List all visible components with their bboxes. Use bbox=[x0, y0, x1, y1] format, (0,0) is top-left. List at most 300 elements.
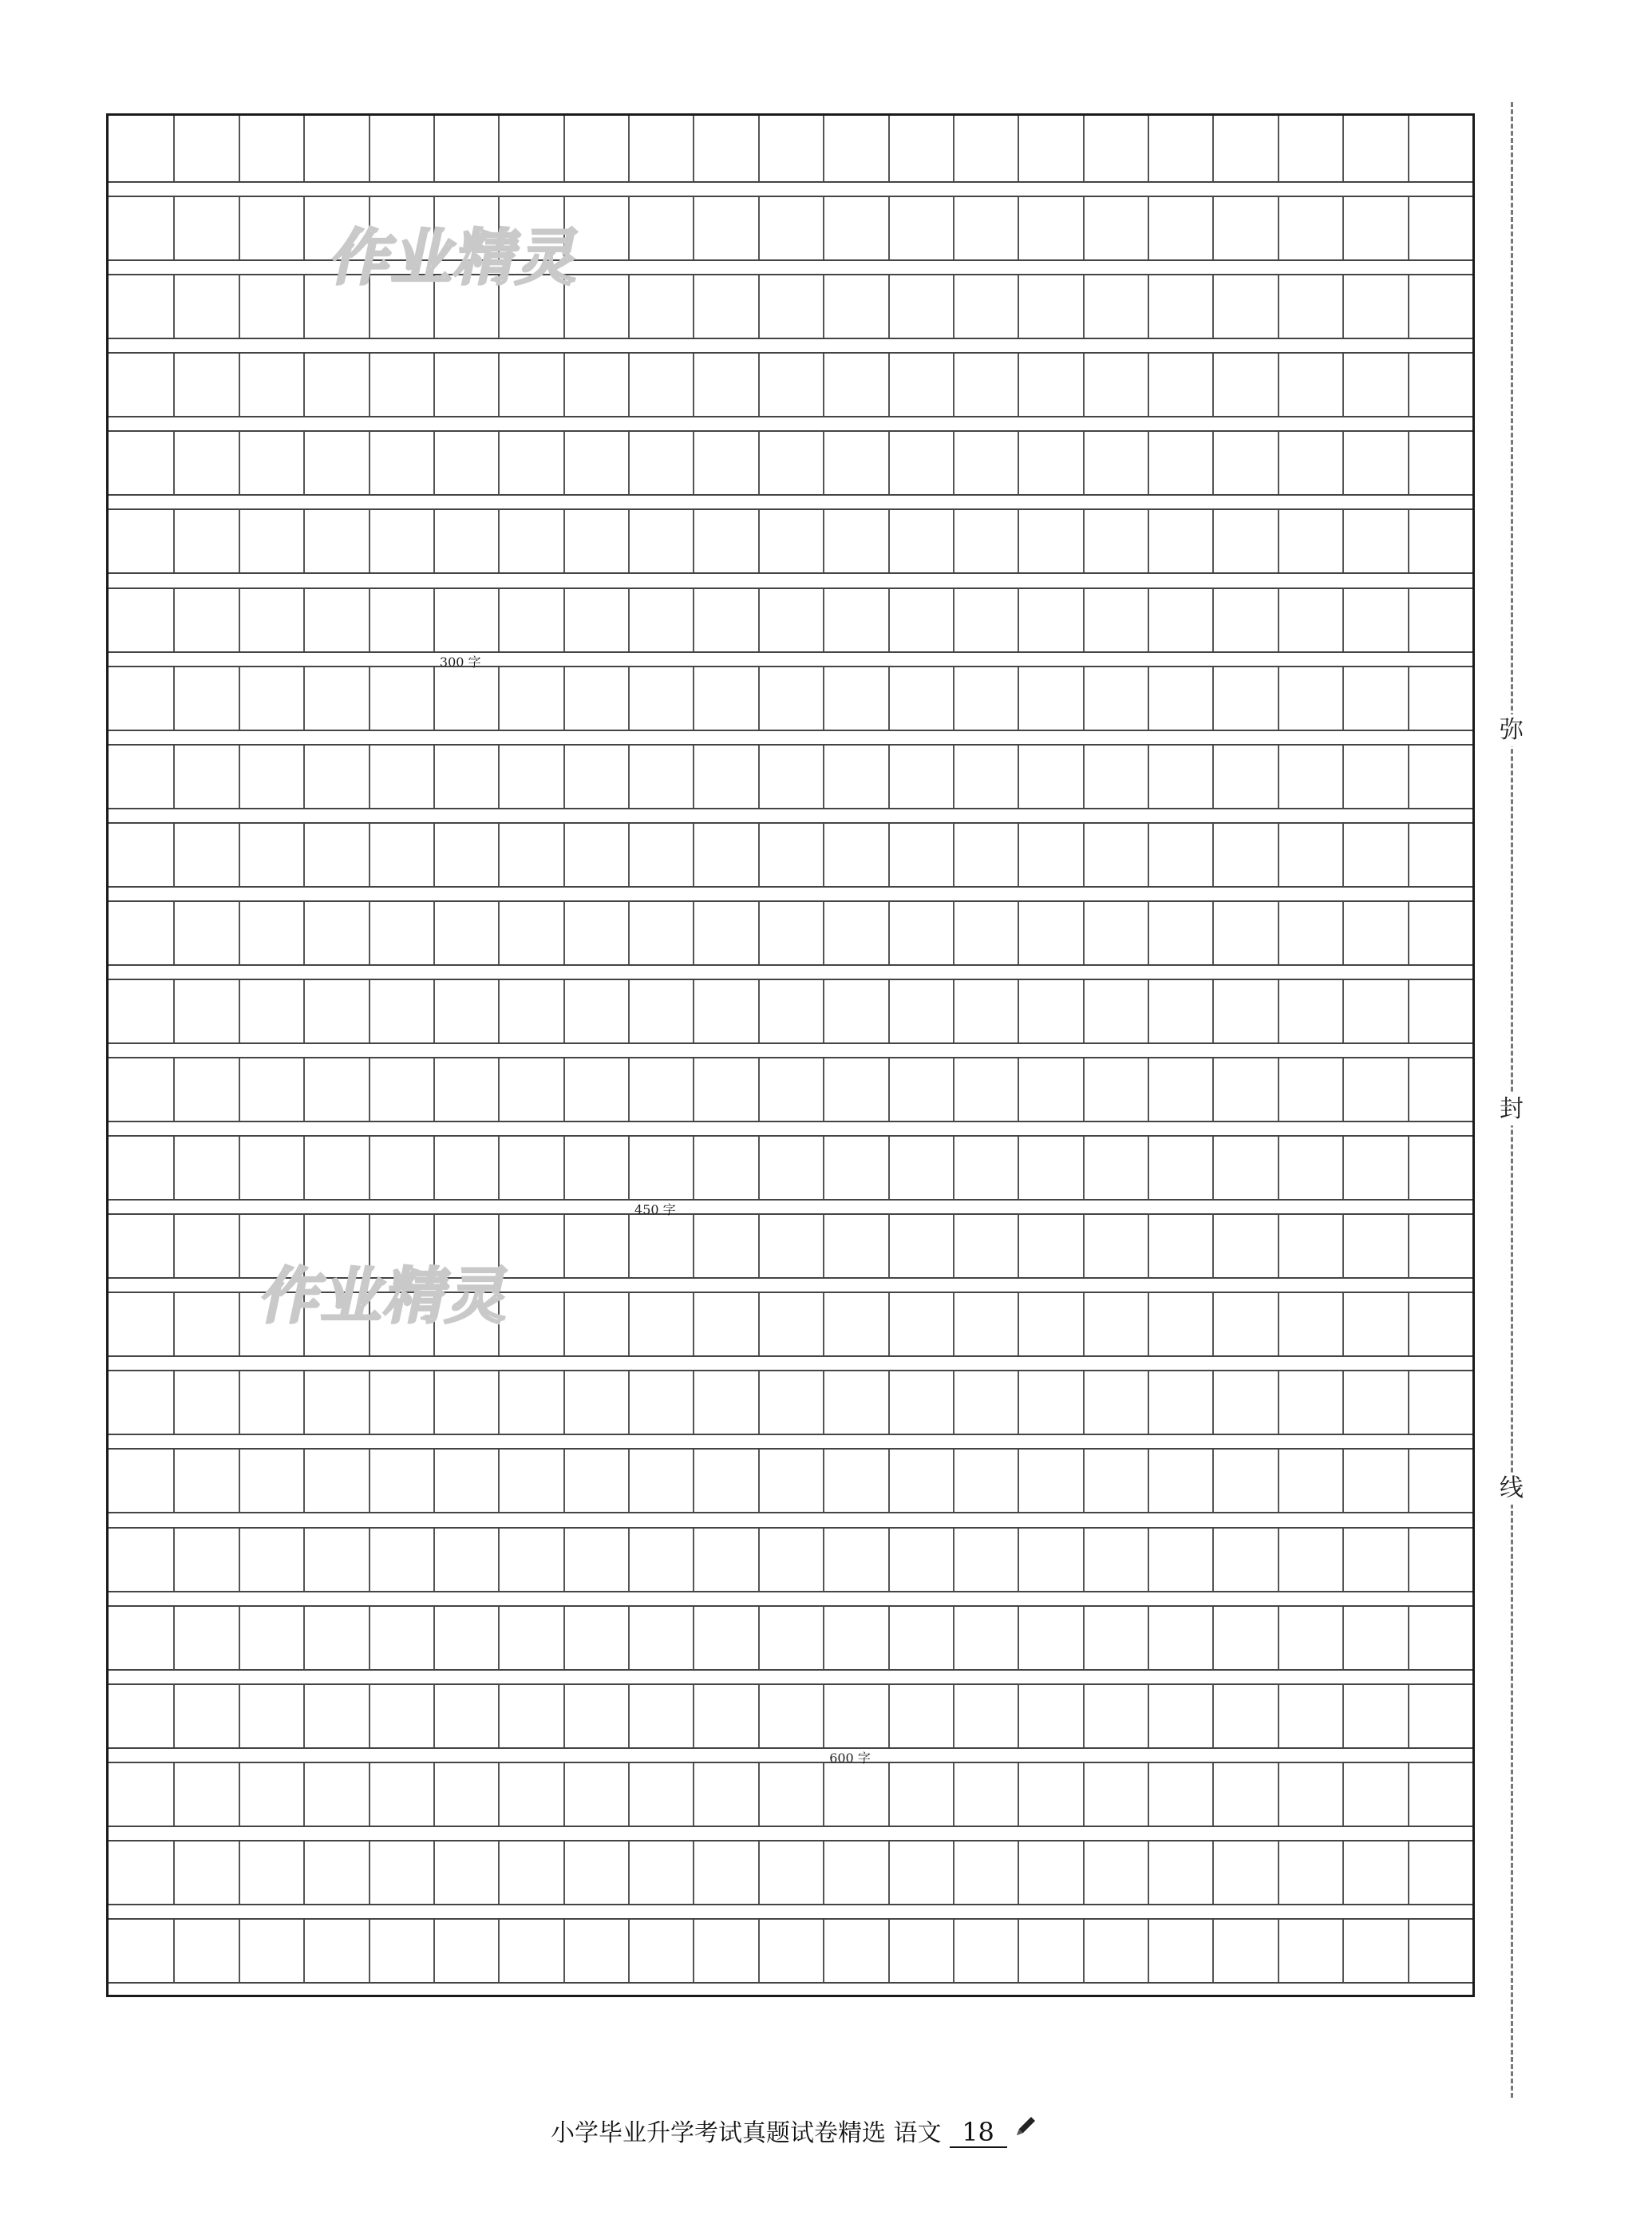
grid-cell-line bbox=[1278, 1215, 1279, 1277]
grid-cell-line bbox=[1018, 1607, 1019, 1669]
grid-cell-line bbox=[953, 1293, 954, 1355]
grid-row bbox=[109, 508, 1472, 574]
grid-cell-line bbox=[1212, 589, 1214, 651]
grid-cell-line bbox=[758, 1293, 760, 1355]
grid-cell-line bbox=[1083, 116, 1085, 181]
grid-cell-line bbox=[1212, 1450, 1214, 1512]
page-footer bbox=[551, 2103, 1039, 2148]
grid-cell-line bbox=[1018, 1293, 1019, 1355]
grid-cell-line bbox=[628, 1841, 630, 1904]
grid-cell-line bbox=[498, 1607, 500, 1669]
grid-cell-line bbox=[628, 1293, 630, 1355]
grid-cell-line bbox=[239, 197, 240, 259]
grid-cell-line bbox=[888, 1685, 890, 1747]
grid-cell-line bbox=[1278, 746, 1279, 808]
grid-cell-line bbox=[758, 1685, 760, 1747]
watermark-top: 作业精灵 bbox=[325, 222, 590, 293]
grid-cell-line bbox=[1278, 1607, 1279, 1669]
grid-cell-line bbox=[628, 1920, 630, 1982]
grid-cell-line bbox=[888, 824, 890, 886]
grid-cell-line bbox=[1018, 980, 1019, 1042]
grid-cell-line bbox=[1148, 1215, 1149, 1277]
grid-cell-line bbox=[239, 1215, 240, 1277]
grid-cell-line bbox=[1408, 667, 1409, 730]
grid-cell-line bbox=[1148, 510, 1149, 572]
grid-cell-line bbox=[303, 746, 305, 808]
grid-cell-line bbox=[239, 589, 240, 651]
grid-cell-line bbox=[239, 1607, 240, 1669]
grid-cell-line bbox=[239, 824, 240, 886]
grid-cell-line bbox=[173, 667, 175, 730]
grid-cell-line bbox=[1148, 1763, 1149, 1826]
grid-cell-line bbox=[369, 980, 370, 1042]
grid-cell-line bbox=[498, 902, 500, 964]
grid-cell-line bbox=[1278, 1529, 1279, 1591]
grid-cell-line bbox=[563, 746, 565, 808]
grid-cell-line bbox=[693, 1215, 694, 1277]
grid-cell-line bbox=[693, 354, 694, 416]
grid-cell-line bbox=[693, 1763, 694, 1826]
grid-cell-line bbox=[628, 824, 630, 886]
grid-cell-line bbox=[628, 116, 630, 181]
grid-cell-line bbox=[758, 1371, 760, 1434]
grid-cell-line bbox=[239, 1371, 240, 1434]
grid-cell-line bbox=[1018, 116, 1019, 181]
grid-cell-line bbox=[1278, 980, 1279, 1042]
grid-cell-line bbox=[628, 1607, 630, 1669]
grid-cell-line bbox=[239, 510, 240, 572]
grid-cell-line bbox=[888, 1137, 890, 1199]
grid-cell-line bbox=[239, 432, 240, 494]
grid-cell-line bbox=[823, 980, 824, 1042]
grid-cell-line bbox=[823, 197, 824, 259]
grid-cell-line bbox=[1018, 1920, 1019, 1982]
grid-cell-line bbox=[1018, 1841, 1019, 1904]
grid-cell-line bbox=[953, 746, 954, 808]
grid-cell-line bbox=[1278, 1450, 1279, 1512]
grid-cell-line bbox=[1408, 746, 1409, 808]
grid-cell-line bbox=[758, 1841, 760, 1904]
grid-cell-line bbox=[628, 1529, 630, 1591]
grid-cell-line bbox=[239, 980, 240, 1042]
grid-cell-line bbox=[1342, 1137, 1344, 1199]
grid-cell-line bbox=[1083, 667, 1085, 730]
grid-cell-line bbox=[953, 902, 954, 964]
grid-cell-line bbox=[693, 980, 694, 1042]
grid-cell-line bbox=[1212, 432, 1214, 494]
grid-cell-line bbox=[433, 746, 435, 808]
grid-cell-line bbox=[303, 1450, 305, 1512]
grid-cell-line bbox=[498, 980, 500, 1042]
grid-cell-line bbox=[1018, 1529, 1019, 1591]
grid-cell-line bbox=[1018, 197, 1019, 259]
grid-row bbox=[109, 744, 1472, 809]
grid-cell-line bbox=[303, 275, 305, 338]
grid-cell-line bbox=[1342, 1685, 1344, 1747]
word-count-marker: 600 字 bbox=[829, 1750, 871, 1766]
grid-cell-line bbox=[823, 1137, 824, 1199]
grid-cell-line bbox=[693, 1058, 694, 1121]
grid-cell-line bbox=[1212, 1058, 1214, 1121]
grid-cell-line bbox=[1408, 824, 1409, 886]
grid-row bbox=[109, 196, 1472, 261]
grid-cell-line bbox=[369, 510, 370, 572]
grid-cell-line bbox=[823, 1920, 824, 1982]
grid-cell-line bbox=[823, 1529, 824, 1591]
grid-cell-line bbox=[758, 275, 760, 338]
grid-cell-line bbox=[1148, 1841, 1149, 1904]
grid-cell-line bbox=[628, 902, 630, 964]
grid-cell-line bbox=[888, 116, 890, 181]
grid-cell-line bbox=[1018, 589, 1019, 651]
grid-row bbox=[109, 1605, 1472, 1671]
grid-cell-line bbox=[433, 432, 435, 494]
grid-cell-line bbox=[888, 980, 890, 1042]
grid-cell-line bbox=[1083, 275, 1085, 338]
grid-row bbox=[109, 430, 1472, 496]
grid-cell-line bbox=[1212, 1293, 1214, 1355]
grid-cell-line bbox=[498, 432, 500, 494]
grid-cell-line bbox=[239, 1920, 240, 1982]
grid-row bbox=[109, 900, 1472, 966]
grid-cell-line bbox=[173, 980, 175, 1042]
grid-cell-line bbox=[369, 667, 370, 730]
grid-cell-line bbox=[239, 746, 240, 808]
grid-row bbox=[109, 587, 1472, 653]
grid-cell-line bbox=[693, 1450, 694, 1512]
grid-cell-line bbox=[823, 1450, 824, 1512]
grid-cell-line bbox=[823, 589, 824, 651]
grid-cell-line bbox=[1018, 354, 1019, 416]
grid-cell-line bbox=[303, 1763, 305, 1826]
grid-row bbox=[109, 1762, 1472, 1827]
grid-cell-line bbox=[1083, 1920, 1085, 1982]
grid-cell-line bbox=[1148, 1450, 1149, 1512]
grid-cell-line bbox=[628, 510, 630, 572]
grid-cell-line bbox=[239, 667, 240, 730]
grid-cell-line bbox=[563, 354, 565, 416]
grid-cell-line bbox=[239, 1450, 240, 1512]
grid-cell-line bbox=[1212, 902, 1214, 964]
grid-cell-line bbox=[498, 1763, 500, 1826]
grid-cell-line bbox=[888, 1529, 890, 1591]
grid-cell-line bbox=[563, 1920, 565, 1982]
grid-cell-line bbox=[433, 510, 435, 572]
grid-cell-line bbox=[1342, 667, 1344, 730]
grid-cell-line bbox=[433, 1763, 435, 1826]
grid-cell-line bbox=[888, 354, 890, 416]
grid-cell-line bbox=[498, 1058, 500, 1121]
grid-cell-line bbox=[1148, 275, 1149, 338]
grid-cell-line bbox=[1408, 980, 1409, 1042]
grid-cell-line bbox=[1408, 1529, 1409, 1591]
grid-cell-line bbox=[1018, 1058, 1019, 1121]
grid-cell-line bbox=[693, 824, 694, 886]
grid-cell-line bbox=[498, 824, 500, 886]
grid-cell-line bbox=[1342, 1371, 1344, 1434]
grid-cell-line bbox=[1083, 1763, 1085, 1826]
grid-cell-line bbox=[953, 354, 954, 416]
grid-cell-line bbox=[1083, 1529, 1085, 1591]
grid-cell-line bbox=[369, 1371, 370, 1434]
grid-cell-line bbox=[1342, 1607, 1344, 1669]
grid-cell-line bbox=[173, 1371, 175, 1434]
grid-cell-line bbox=[1148, 1371, 1149, 1434]
grid-cell-line bbox=[173, 197, 175, 259]
grid-cell-line bbox=[1212, 197, 1214, 259]
grid-cell-line bbox=[303, 510, 305, 572]
grid-cell-line bbox=[628, 1137, 630, 1199]
grid-cell-line bbox=[1278, 1920, 1279, 1982]
grid-cell-line bbox=[173, 746, 175, 808]
grid-cell-line bbox=[433, 1371, 435, 1434]
grid-cell-line bbox=[693, 432, 694, 494]
grid-cell-line bbox=[1018, 1685, 1019, 1747]
grid-cell-line bbox=[628, 1058, 630, 1121]
grid-cell-line bbox=[693, 1371, 694, 1434]
grid-cell-line bbox=[758, 432, 760, 494]
grid-cell-line bbox=[628, 197, 630, 259]
grid-cell-line bbox=[823, 1293, 824, 1355]
grid-cell-line bbox=[1408, 1841, 1409, 1904]
grid-cell-line bbox=[1342, 1529, 1344, 1591]
grid-cell-line bbox=[823, 510, 824, 572]
grid-cell-line bbox=[563, 1529, 565, 1591]
grid-cell-line bbox=[1278, 902, 1279, 964]
grid-cell-line bbox=[1212, 1763, 1214, 1826]
grid-cell-line bbox=[369, 432, 370, 494]
grid-cell-line bbox=[433, 589, 435, 651]
grid-cell-line bbox=[369, 354, 370, 416]
grid-cell-line bbox=[1408, 1607, 1409, 1669]
grid-cell-line bbox=[173, 824, 175, 886]
grid-cell-line bbox=[1212, 1137, 1214, 1199]
grid-cell-line bbox=[888, 1450, 890, 1512]
grid-cell-line bbox=[888, 1215, 890, 1277]
grid-cell-line bbox=[1083, 589, 1085, 651]
grid-cell-line bbox=[1342, 746, 1344, 808]
grid-cell-line bbox=[433, 116, 435, 181]
grid-row bbox=[109, 116, 1472, 183]
word-count-marker: 450 字 bbox=[634, 1202, 676, 1218]
grid-cell-line bbox=[953, 1685, 954, 1747]
grid-cell-line bbox=[1018, 1215, 1019, 1277]
grid-cell-line bbox=[173, 1450, 175, 1512]
grid-cell-line bbox=[498, 1371, 500, 1434]
grid-cell-line bbox=[173, 354, 175, 416]
grid-cell-line bbox=[758, 667, 760, 730]
grid-cell-line bbox=[953, 1529, 954, 1591]
grid-cell-line bbox=[1148, 1920, 1149, 1982]
grid-cell-line bbox=[303, 824, 305, 886]
grid-cell-line bbox=[563, 1137, 565, 1199]
grid-cell-line bbox=[369, 1529, 370, 1591]
grid-cell-line bbox=[823, 1841, 824, 1904]
grid-cell-line bbox=[303, 902, 305, 964]
grid-cell-line bbox=[758, 746, 760, 808]
grid-cell-line bbox=[1083, 824, 1085, 886]
grid-cell-line bbox=[693, 1607, 694, 1669]
grid-cell-line bbox=[433, 1450, 435, 1512]
grid-cell-line bbox=[1083, 197, 1085, 259]
grid-cell-line bbox=[953, 1371, 954, 1434]
grid-cell-line bbox=[239, 1058, 240, 1121]
grid-cell-line bbox=[1278, 1058, 1279, 1121]
grid-cell-line bbox=[239, 1529, 240, 1591]
grid-cell-line bbox=[498, 116, 500, 181]
grid-cell-line bbox=[303, 589, 305, 651]
grid-cell-line bbox=[239, 116, 240, 181]
grid-cell-line bbox=[1212, 1529, 1214, 1591]
grid-cell-line bbox=[498, 354, 500, 416]
grid-cell-line bbox=[1342, 1293, 1344, 1355]
grid-cell-line bbox=[823, 432, 824, 494]
grid-cell-line bbox=[1083, 1450, 1085, 1512]
grid-cell-line bbox=[628, 275, 630, 338]
grid-cell-line bbox=[1342, 589, 1344, 651]
grid-cell-line bbox=[1278, 1763, 1279, 1826]
grid-cell-line bbox=[1148, 667, 1149, 730]
grid-cell-line bbox=[369, 589, 370, 651]
grid-row bbox=[109, 666, 1472, 731]
grid-cell-line bbox=[1342, 980, 1344, 1042]
grid-cell-line bbox=[369, 902, 370, 964]
grid-cell-line bbox=[953, 275, 954, 338]
grid-cell-line bbox=[1408, 902, 1409, 964]
book-title: 小学毕业升学考试真题试卷精选 语文 bbox=[551, 2119, 942, 2147]
grid-cell-line bbox=[369, 1685, 370, 1747]
grid-cell-line bbox=[1342, 354, 1344, 416]
grid-cell-line bbox=[758, 1137, 760, 1199]
grid-cell-line bbox=[1342, 1841, 1344, 1904]
grid-cell-line bbox=[1408, 197, 1409, 259]
grid-cell-line bbox=[1408, 1450, 1409, 1512]
grid-cell-line bbox=[303, 667, 305, 730]
grid-cell-line bbox=[1148, 1058, 1149, 1121]
grid-cell-line bbox=[1212, 510, 1214, 572]
grid-cell-line bbox=[1342, 902, 1344, 964]
grid-cell-line bbox=[628, 1685, 630, 1747]
grid-cell-line bbox=[239, 1841, 240, 1904]
grid-cell-line bbox=[953, 824, 954, 886]
grid-cell-line bbox=[888, 1763, 890, 1826]
grid-cell-line bbox=[1148, 902, 1149, 964]
grid-row bbox=[109, 1683, 1472, 1749]
grid-cell-line bbox=[1408, 1763, 1409, 1826]
grid-cell-line bbox=[303, 1058, 305, 1121]
grid-cell-line bbox=[1342, 275, 1344, 338]
grid-row bbox=[109, 1057, 1472, 1122]
grid-cell-line bbox=[1083, 980, 1085, 1042]
grid-cell-line bbox=[953, 1920, 954, 1982]
grid-cell-line bbox=[628, 432, 630, 494]
grid-cell-line bbox=[1212, 116, 1214, 181]
grid-cell-line bbox=[369, 1763, 370, 1826]
grid-cell-line bbox=[1342, 1450, 1344, 1512]
grid-cell-line bbox=[173, 589, 175, 651]
grid-cell-line bbox=[1083, 1371, 1085, 1434]
grid-cell-line bbox=[888, 589, 890, 651]
grid-cell-line bbox=[303, 1685, 305, 1747]
grid-cell-line bbox=[953, 116, 954, 181]
grid-cell-line bbox=[823, 1058, 824, 1121]
grid-cell-line bbox=[1083, 902, 1085, 964]
grid-cell-line bbox=[1408, 1920, 1409, 1982]
grid-cell-line bbox=[1342, 116, 1344, 181]
grid-cell-line bbox=[173, 275, 175, 338]
grid-cell-line bbox=[1278, 589, 1279, 651]
grid-cell-line bbox=[369, 824, 370, 886]
grid-cell-line bbox=[693, 1920, 694, 1982]
grid-cell-line bbox=[1408, 1371, 1409, 1434]
grid-cell-line bbox=[563, 667, 565, 730]
grid-cell-line bbox=[1083, 1137, 1085, 1199]
grid-cell-line bbox=[888, 1920, 890, 1982]
grid-cell-line bbox=[1212, 1685, 1214, 1747]
grid-cell-line bbox=[1278, 275, 1279, 338]
grid-cell-line bbox=[1342, 432, 1344, 494]
grid-row bbox=[109, 352, 1472, 417]
grid-cell-line bbox=[1342, 1058, 1344, 1121]
grid-cell-line bbox=[758, 980, 760, 1042]
grid-cell-line bbox=[1278, 1685, 1279, 1747]
grid-cell-line bbox=[953, 1137, 954, 1199]
grid-cell-line bbox=[823, 824, 824, 886]
grid-cell-line bbox=[173, 1215, 175, 1277]
grid-row bbox=[109, 1135, 1472, 1201]
grid-cell-line bbox=[563, 902, 565, 964]
grid-cell-line bbox=[303, 432, 305, 494]
grid-cell-line bbox=[563, 1607, 565, 1669]
grid-cell-line bbox=[888, 275, 890, 338]
grid-cell-line bbox=[953, 980, 954, 1042]
grid-cell-line bbox=[239, 275, 240, 338]
grid-cell-line bbox=[1342, 510, 1344, 572]
grid-cell-line bbox=[888, 510, 890, 572]
grid-cell-line bbox=[1212, 1215, 1214, 1277]
grid-row bbox=[109, 1448, 1472, 1513]
grid-cell-line bbox=[369, 1920, 370, 1982]
grid-row bbox=[109, 1370, 1472, 1435]
grid-cell-line bbox=[173, 902, 175, 964]
grid-cell-line bbox=[1342, 824, 1344, 886]
grid-cell-line bbox=[758, 1607, 760, 1669]
grid-cell-line bbox=[239, 354, 240, 416]
grid-cell-line bbox=[1148, 1137, 1149, 1199]
grid-cell-line bbox=[369, 1607, 370, 1669]
grid-cell-line bbox=[498, 589, 500, 651]
grid-cell-line bbox=[693, 667, 694, 730]
grid-cell-line bbox=[303, 197, 305, 259]
grid-cell-line bbox=[823, 1215, 824, 1277]
grid-cell-line bbox=[303, 1920, 305, 1982]
grid-cell-line bbox=[758, 902, 760, 964]
grid-cell-line bbox=[1342, 1215, 1344, 1277]
grid-cell-line bbox=[563, 980, 565, 1042]
grid-cell-line bbox=[1408, 432, 1409, 494]
grid-cell-line bbox=[433, 1685, 435, 1747]
grid-cell-line bbox=[628, 667, 630, 730]
binding-char-mi: 弥 bbox=[1497, 714, 1526, 746]
grid-cell-line bbox=[1212, 746, 1214, 808]
grid-cell-line bbox=[888, 902, 890, 964]
grid-cell-line bbox=[563, 1841, 565, 1904]
grid-cell-line bbox=[303, 354, 305, 416]
grid-cell-line bbox=[1408, 1215, 1409, 1277]
grid-cell-line bbox=[563, 1763, 565, 1826]
grid-cell-line bbox=[758, 1529, 760, 1591]
grid-cell-line bbox=[628, 980, 630, 1042]
